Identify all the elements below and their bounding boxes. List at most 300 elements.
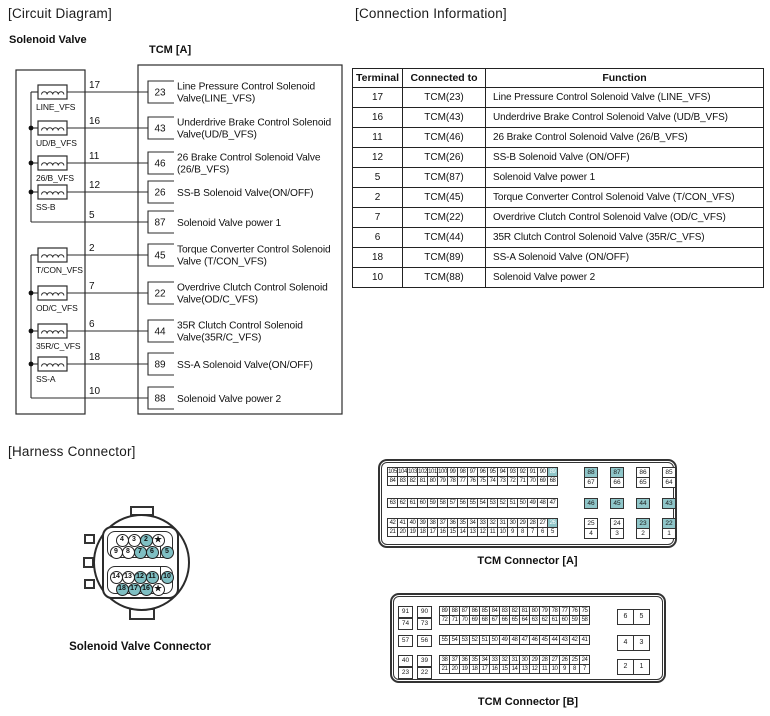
pin-7: 7: [528, 528, 538, 537]
pin-18: 18: [116, 583, 129, 596]
function-text-line: Valve(OD/C_VFS): [177, 294, 258, 306]
pin-66: 66: [500, 616, 510, 625]
pin-5: 5: [633, 609, 650, 625]
function-text-line: 26 Brake Control Solenoid Valve: [177, 152, 321, 164]
function-text-line: Torque Converter Control Solenoid: [177, 244, 331, 256]
pin-64: 64: [520, 616, 530, 625]
connector-a-grid: [387, 498, 558, 508]
function-text-line: Underdrive Brake Control Solenoid: [177, 117, 332, 129]
function-cell: 26 Brake Control Solenoid Valve (26/B_VFS): [486, 128, 764, 148]
pin-pair: [617, 635, 649, 651]
function-text-line: SS-A Solenoid Valve(ON/OFF): [177, 360, 313, 371]
tcm-pin-number: 43: [154, 123, 166, 135]
junction-dot: [29, 329, 34, 334]
pin-25: 25: [570, 656, 580, 665]
pin-53: 53: [460, 636, 470, 645]
table-row: [353, 168, 764, 188]
pin-82: 82: [408, 477, 418, 486]
function-text-line: SS-B Solenoid Valve(ON/OFF): [177, 188, 314, 199]
pin-32: 32: [488, 519, 498, 528]
connector-b-grid: [439, 635, 590, 645]
pin-31: 31: [498, 519, 508, 528]
function-cell: Torque Converter Control Solenoid Valve (T/CON_VFS): [486, 188, 764, 208]
pin-14: 14: [458, 528, 468, 537]
pin-79: 79: [438, 477, 448, 486]
junction-dot: [29, 126, 34, 131]
terminal-number: 2: [89, 243, 95, 254]
pin-32: 32: [500, 656, 510, 665]
function-text-line: Solenoid Valve power 1: [177, 218, 282, 229]
pin-18: 18: [470, 665, 480, 674]
coil-icon: [42, 192, 64, 195]
pin-83: 83: [398, 477, 408, 486]
connector-side-lug: [84, 579, 95, 589]
pin-52: 52: [470, 636, 480, 645]
pin-57: 57: [448, 499, 458, 508]
pin-54: 54: [478, 499, 488, 508]
pin-51: 51: [480, 636, 490, 645]
solenoid-name: SS-A: [36, 374, 56, 384]
pin-3: 3: [128, 534, 141, 547]
pin-72: 72: [508, 477, 518, 486]
solenoid-name: T/CON_VFS: [36, 265, 83, 275]
pin-15: 15: [448, 528, 458, 537]
pin-31: 31: [510, 656, 520, 665]
pin-2: 2: [636, 528, 650, 539]
pin-2: 2: [617, 659, 634, 675]
pin-34: 34: [480, 656, 490, 665]
function-text-line: (26/B_VFS): [177, 164, 230, 176]
connector-a-grid: [387, 467, 558, 486]
pin-26: 26: [548, 519, 558, 528]
pin-94: 94: [498, 468, 508, 477]
connected-to-cell: TCM(89): [403, 248, 486, 268]
coil-icon: [42, 331, 64, 334]
function-text-line: Overdrive Clutch Control Solenoid: [177, 282, 328, 294]
pin-41: 41: [580, 636, 590, 645]
connected-to-cell: TCM(87): [403, 168, 486, 188]
pin-8: 8: [518, 528, 528, 537]
pin-81: 81: [520, 607, 530, 616]
column-header: Function: [486, 69, 764, 88]
pin-30: 30: [520, 656, 530, 665]
table-row: [353, 188, 764, 208]
pin-49: 49: [528, 499, 538, 508]
connection-table-body: [353, 88, 764, 288]
harness-connector-heading: [Harness Connector]: [8, 444, 136, 459]
pin-43: 43: [662, 498, 676, 509]
pin-40: 40: [408, 519, 418, 528]
solenoid-name: UD/B_VFS: [36, 138, 77, 148]
pin-49: 49: [500, 636, 510, 645]
pin-33: 33: [490, 656, 500, 665]
pin-23: 23: [398, 667, 413, 679]
pin-104: 104: [398, 469, 407, 475]
connection-information-table: [352, 68, 764, 288]
solenoid-name: SS-B: [36, 202, 56, 212]
connected-to-cell: TCM(26): [403, 148, 486, 168]
terminal-cell: 2: [353, 188, 403, 208]
pin-29: 29: [518, 519, 528, 528]
pin-14: 14: [510, 665, 520, 674]
pin-84: 84: [388, 477, 398, 486]
pin-61: 61: [550, 616, 560, 625]
pin-76: 76: [570, 607, 580, 616]
pin-58: 58: [438, 499, 448, 508]
pin-8: 8: [570, 665, 580, 674]
pin-47: 47: [520, 636, 530, 645]
pin-10: 10: [498, 528, 508, 537]
pin-14: 14: [110, 571, 123, 584]
coil-icon: [42, 364, 64, 367]
pin-91: 91: [398, 606, 413, 618]
pin-4: 4: [584, 528, 598, 539]
pin-10: 10: [550, 665, 560, 674]
pin-73: 73: [498, 477, 508, 486]
table-row: [353, 128, 764, 148]
junction-dot: [29, 190, 34, 195]
pin-21: 21: [388, 528, 398, 537]
pin-56: 56: [417, 635, 432, 647]
pin-24: 24: [580, 656, 590, 665]
tcm-pin-number: 44: [154, 326, 166, 338]
pin-70: 70: [460, 616, 470, 625]
pin-58: 58: [580, 616, 590, 625]
pin-13: 13: [122, 571, 135, 584]
pin-23: 23: [636, 518, 650, 529]
function-text-line: Valve(35R/C_VFS): [177, 332, 262, 344]
solenoid-valve-connector-label: Solenoid Valve Connector: [69, 641, 211, 653]
pin-84: 84: [490, 607, 500, 616]
pin-9: 9: [508, 528, 518, 537]
pin-22: 22: [417, 667, 432, 679]
pin-51: 51: [508, 499, 518, 508]
tcm-connector-b-pinout: [390, 593, 666, 683]
pin-7: 7: [134, 546, 147, 559]
pin-86: 86: [470, 607, 480, 616]
terminal-cell: 17: [353, 88, 403, 108]
pin-17: 17: [428, 528, 438, 537]
junction-dot: [29, 291, 34, 296]
function-text-line: 35R Clutch Control Solenoid: [177, 320, 303, 332]
pin-98: 98: [458, 468, 468, 477]
table-row: [353, 88, 764, 108]
pin-56: 56: [458, 499, 468, 508]
tcm-pin-number: 23: [154, 87, 166, 99]
pin-72: 72: [440, 616, 450, 625]
connector-b-grid: [439, 606, 590, 625]
pin-61: 61: [408, 499, 418, 508]
pin-3: 3: [610, 528, 624, 539]
pin-83: 83: [500, 607, 510, 616]
pin-44: 44: [636, 498, 650, 509]
terminal-cell: 18: [353, 248, 403, 268]
pin-20: 20: [450, 665, 460, 674]
pin-78: 78: [550, 607, 560, 616]
pin-35: 35: [458, 519, 468, 528]
terminal-cell: 10: [353, 268, 403, 288]
table-row: [353, 108, 764, 128]
pin-80: 80: [428, 477, 438, 486]
pin-68: 68: [548, 477, 558, 486]
terminal-number: 6: [89, 319, 95, 330]
pin-19: 19: [408, 528, 418, 537]
pin-42: 42: [388, 519, 398, 528]
pin-4: 4: [116, 534, 129, 547]
solenoid-name: LINE_VFS: [36, 102, 76, 112]
pin-42: 42: [570, 636, 580, 645]
pin-11: 11: [540, 665, 550, 674]
solenoid-name: OD/C_VFS: [36, 303, 78, 313]
pin-62: 62: [540, 616, 550, 625]
pin-55: 55: [440, 636, 450, 645]
pin-92: 92: [518, 468, 528, 477]
pin-89: 89: [548, 468, 558, 477]
pin-95: 95: [488, 468, 498, 477]
function-cell: 35R Clutch Control Solenoid Valve (35R/C_VFS): [486, 228, 764, 248]
pin-29: 29: [530, 656, 540, 665]
index-key-pin: ★: [152, 534, 165, 547]
tcm-pin-number: 89: [154, 359, 166, 371]
pin-6: 6: [617, 609, 634, 625]
pin-27: 27: [538, 519, 548, 528]
pin-11: 11: [146, 571, 159, 584]
function-cell: Underdrive Brake Control Solenoid Valve (UD/B_VFS): [486, 108, 764, 128]
coil-icon: [42, 128, 64, 131]
pin-105: 105: [388, 469, 397, 475]
pin-11: 11: [488, 528, 498, 537]
pin-47: 47: [548, 499, 558, 508]
pin-57: 57: [398, 635, 413, 647]
pin-82: 82: [510, 607, 520, 616]
terminal-number: 10: [89, 386, 100, 397]
pin-67: 67: [584, 477, 598, 488]
pin-13: 13: [468, 528, 478, 537]
terminal-cell: 16: [353, 108, 403, 128]
pin-27: 27: [550, 656, 560, 665]
terminal-cell: 12: [353, 148, 403, 168]
pin-19: 19: [460, 665, 470, 674]
pin-36: 36: [460, 656, 470, 665]
pin-60: 60: [560, 616, 570, 625]
pin-77: 77: [560, 607, 570, 616]
pin-26: 26: [560, 656, 570, 665]
coil-icon: [42, 293, 64, 296]
pin-74: 74: [398, 618, 413, 630]
coil-icon: [42, 163, 64, 166]
pin-59: 59: [570, 616, 580, 625]
pin-25: 25: [584, 518, 598, 529]
pin-71: 71: [518, 477, 528, 486]
pin-63: 63: [388, 499, 398, 508]
pin-70: 70: [528, 477, 538, 486]
connection-information-heading: [Connection Information]: [355, 6, 507, 21]
pin-66: 66: [610, 477, 624, 488]
solenoid-name: 26/B_VFS: [36, 173, 74, 183]
pin-34: 34: [468, 519, 478, 528]
pin-12: 12: [478, 528, 488, 537]
pin-38: 38: [440, 656, 450, 665]
terminal-number: 17: [89, 80, 100, 91]
connected-to-cell: TCM(46): [403, 128, 486, 148]
function-cell: SS-A Solenoid Valve (ON/OFF): [486, 248, 764, 268]
pin-43: 43: [560, 636, 570, 645]
pin-12: 12: [134, 571, 147, 584]
tcm-connector-b-label: TCM Connector [B]: [477, 696, 579, 708]
pin-16: 16: [140, 583, 153, 596]
function-text-line: Valve (T/CON_VFS): [177, 256, 267, 268]
pin-6: 6: [538, 528, 548, 537]
coil-icon: [42, 255, 64, 258]
function-cell: Solenoid Valve power 1: [486, 168, 764, 188]
tcm-connector-a-label: TCM Connector [A]: [477, 555, 578, 567]
pin-75: 75: [580, 607, 590, 616]
pin-7: 7: [580, 665, 590, 674]
function-cell: Overdrive Clutch Control Solenoid Valve (OD/C_VFS): [486, 208, 764, 228]
connector-a-grid: [387, 518, 558, 537]
pin-88: 88: [584, 467, 598, 478]
pin-60: 60: [418, 499, 428, 508]
pin-pair: [617, 609, 649, 625]
pin-97: 97: [468, 468, 478, 477]
pin-46: 46: [530, 636, 540, 645]
terminal-cell: 6: [353, 228, 403, 248]
pin-35: 35: [470, 656, 480, 665]
terminal-number: 12: [89, 180, 100, 191]
pin-4: 4: [617, 635, 634, 651]
terminal-number: 11: [89, 151, 100, 162]
pin-17: 17: [480, 665, 490, 674]
pin-77: 77: [458, 477, 468, 486]
pin-86: 86: [636, 467, 650, 478]
pin-52: 52: [498, 499, 508, 508]
pin-76: 76: [468, 477, 478, 486]
coil-icon: [42, 92, 64, 95]
column-header: Terminal: [353, 69, 403, 88]
pin-74: 74: [488, 477, 498, 486]
pin-54: 54: [450, 636, 460, 645]
pin-1: 1: [662, 528, 676, 539]
terminal-number: 5: [89, 210, 95, 221]
pin-65: 65: [636, 477, 650, 488]
pin-6: 6: [146, 546, 159, 559]
pin-69: 69: [538, 477, 548, 486]
pin-69: 69: [470, 616, 480, 625]
terminal-number: 7: [89, 281, 95, 292]
connected-to-cell: TCM(43): [403, 108, 486, 128]
pin-68: 68: [480, 616, 490, 625]
pin-10: 10: [161, 571, 174, 584]
pin-36: 36: [448, 519, 458, 528]
pin-3: 3: [633, 635, 650, 651]
pin-89: 89: [440, 607, 450, 616]
pin-37: 37: [450, 656, 460, 665]
connection-table-header: [353, 69, 764, 88]
solenoid-name: 35R/C_VFS: [36, 341, 81, 351]
terminal-number: 16: [89, 116, 100, 127]
connection-table-header-row: [353, 69, 764, 88]
pin-44: 44: [550, 636, 560, 645]
pin-90: 90: [417, 606, 432, 618]
tcm-pin-number: 46: [154, 158, 166, 170]
terminal-cell: 7: [353, 208, 403, 228]
pin-41: 41: [398, 519, 408, 528]
tcm-pin-number: 45: [154, 250, 166, 262]
table-row: [353, 148, 764, 168]
pin-50: 50: [518, 499, 528, 508]
tcm-pin-number: 87: [154, 217, 166, 229]
function-cell: Solenoid Valve power 2: [486, 268, 764, 288]
pin-59: 59: [428, 499, 438, 508]
connector-b-grid: [439, 655, 590, 674]
junction-dot: [29, 161, 34, 166]
pin-38: 38: [428, 519, 438, 528]
pin-48: 48: [510, 636, 520, 645]
tcm-pin-number: 26: [154, 187, 166, 199]
pin-62: 62: [398, 499, 408, 508]
connected-to-cell: TCM(88): [403, 268, 486, 288]
pin-9: 9: [560, 665, 570, 674]
pin-5: 5: [161, 546, 174, 559]
pin-33: 33: [478, 519, 488, 528]
pin-81: 81: [418, 477, 428, 486]
pin-22: 22: [662, 518, 676, 529]
function-text-line: Valve(UD/B_VFS): [177, 129, 257, 141]
pin-17: 17: [128, 583, 141, 596]
pin-85: 85: [662, 467, 676, 478]
index-key-pin: ★: [152, 583, 165, 596]
pin-87: 87: [460, 607, 470, 616]
pin-37: 37: [438, 519, 448, 528]
function-cell: Line Pressure Control Solenoid Valve (LINE_VFS): [486, 88, 764, 108]
connected-to-cell: TCM(23): [403, 88, 486, 108]
table-row: [353, 208, 764, 228]
pin-39: 39: [418, 519, 428, 528]
pin-18: 18: [418, 528, 428, 537]
pin-12: 12: [530, 665, 540, 674]
circuit-diagram: [0, 0, 360, 420]
pin-75: 75: [478, 477, 488, 486]
pin-93: 93: [508, 468, 518, 477]
table-row: [353, 268, 764, 288]
tcm-pin-number: 88: [154, 393, 166, 405]
terminal-number: 18: [89, 352, 100, 363]
solenoid-valve-label: Solenoid Valve: [9, 34, 87, 46]
pin-5: 5: [548, 528, 558, 537]
junction-dot: [29, 362, 34, 367]
pin-85: 85: [480, 607, 490, 616]
pin-8: 8: [122, 546, 135, 559]
pin-101: 101: [428, 469, 437, 475]
pin-2: 2: [140, 534, 153, 547]
connected-to-cell: TCM(45): [403, 188, 486, 208]
pin-100: 100: [438, 469, 447, 475]
function-cell: SS-B Solenoid Valve (ON/OFF): [486, 148, 764, 168]
pin-102: 102: [418, 469, 427, 475]
pin-40: 40: [398, 655, 413, 667]
pin-39: 39: [417, 655, 432, 667]
pin-28: 28: [528, 519, 538, 528]
pin-45: 45: [540, 636, 550, 645]
pin-1: 1: [633, 659, 650, 675]
tcm-connector-a-pinout: [378, 459, 677, 548]
pin-73: 73: [417, 618, 432, 630]
pin-65: 65: [510, 616, 520, 625]
connected-to-cell: TCM(22): [403, 208, 486, 228]
circuit-diagram-heading: [Circuit Diagram]: [8, 6, 112, 21]
pin-9: 9: [110, 546, 123, 559]
pin-88: 88: [450, 607, 460, 616]
